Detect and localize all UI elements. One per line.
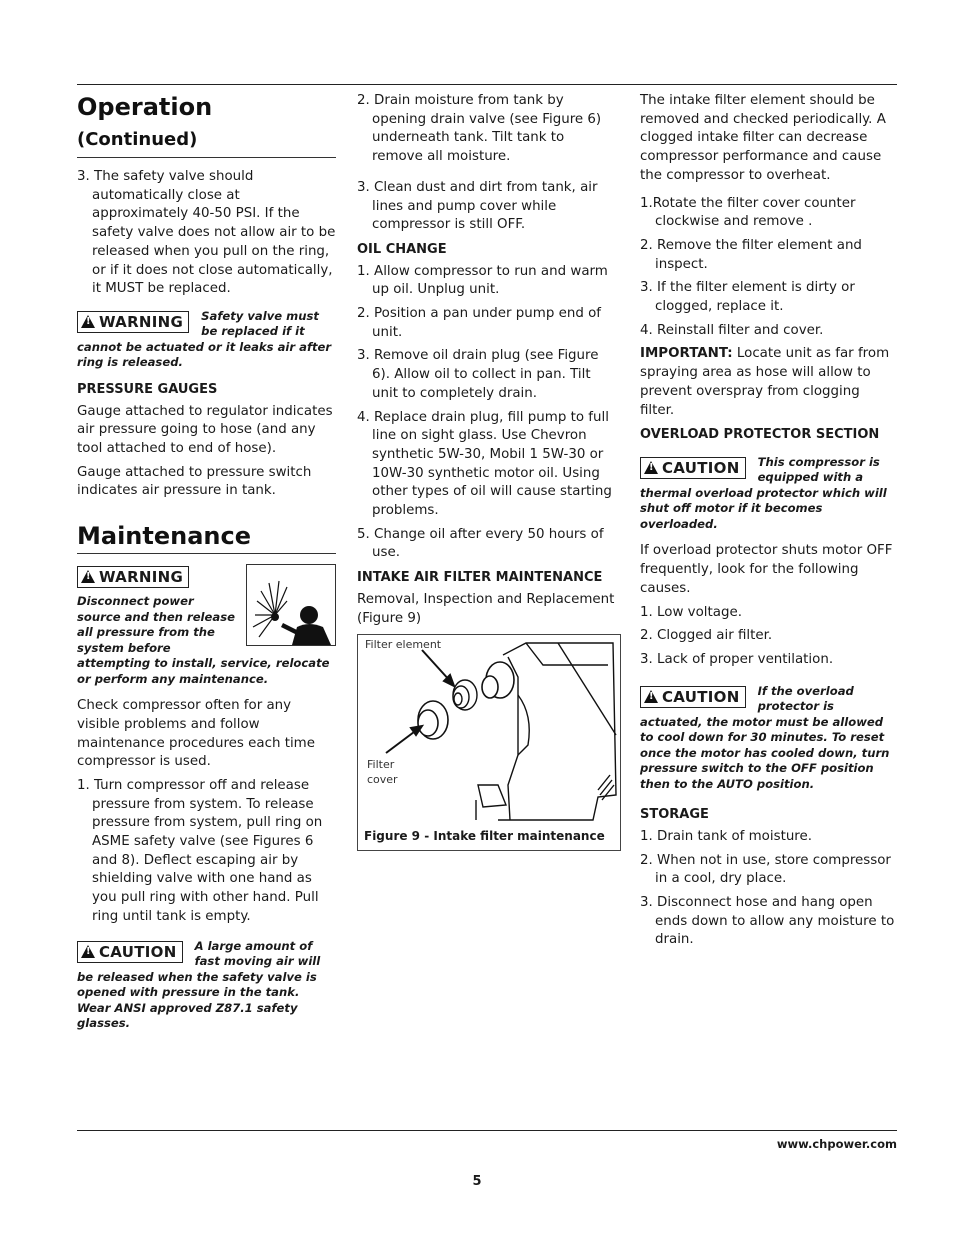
oil-item-4: 4. Replace drain plug, fill pump to full line on sight glass. Use Chevron synthetic 5W-30, Mobil 1 5W-30 or 10W-30 synthetic motor oil. Using other types of oil will cause starting problems. xyxy=(357,409,612,519)
caution-label: CAUTION xyxy=(99,942,177,961)
oil-change-list xyxy=(357,263,619,564)
column-3 xyxy=(640,92,898,955)
intake-filter-subheading: Removal, Inspection and Replacement (Figure 9) xyxy=(357,591,615,626)
intake-filter-heading: INTAKE AIR FILTER MAINTENANCE xyxy=(357,570,603,586)
maintenance-item-1: 1. Turn compressor off and release pressure from system. To release pressure from system, pull ring on ASME safety valve (see Figures 6 and 8). Deflect escaping air by shielding valve with one hand as you pull ring with other hand. Pull ring until tank is empty. xyxy=(77,777,323,924)
caution-triangle-icon xyxy=(81,945,95,958)
operation-heading xyxy=(77,92,336,158)
operation-title-suffix: (Continued) xyxy=(77,129,198,150)
overload-heading: OVERLOAD PROTECTOR SECTION xyxy=(640,427,880,443)
oil-item-1: 1. Allow compressor to run and warm up oil. Unplug unit. xyxy=(357,263,608,298)
overload-caution xyxy=(640,455,898,533)
safety-valve-warning xyxy=(77,309,336,371)
storage-item-1: 1. Drain tank of moisture. xyxy=(640,828,813,844)
storage-list xyxy=(640,828,898,950)
cause-3: 3. Lack of proper ventilation. xyxy=(640,651,834,667)
overload-paragraph: If overload protector shuts motor OFF frequently, look for the following causes. xyxy=(640,543,893,596)
caution-badge xyxy=(640,686,746,708)
warning-triangle-icon xyxy=(81,315,95,328)
maintenance-warning xyxy=(77,564,336,687)
operation-title: Operation xyxy=(77,93,213,121)
operation-item-3: 3. The safety valve should automatically close at approximately 40-50 PSI. If the safety valve does not allow air to be released when you pull on the ring, or if it does not close automatically, it MUST be replaced. xyxy=(77,169,336,297)
oil-item-2: 2. Position a pan under pump end of unit. xyxy=(357,306,601,340)
page-number: 5 xyxy=(472,1174,482,1189)
reset-caution xyxy=(640,684,898,793)
maintenance-heading: Maintenance xyxy=(77,521,336,554)
caution-text: This compressor is equipped with a thermal overload protector which will shut off motor if it becomes overloaded. xyxy=(640,454,887,531)
caution-label: CAUTION xyxy=(662,687,740,706)
warning-triangle-icon xyxy=(81,570,95,583)
top-rule xyxy=(77,84,897,85)
pressure-hazard-icon xyxy=(246,564,336,646)
storage-heading: STORAGE xyxy=(640,807,709,823)
filter-cover-label-1: Filter xyxy=(367,758,395,772)
causes-list xyxy=(640,604,898,670)
cause-2: 2. Clogged air filter. xyxy=(640,628,773,644)
important-text: Locate unit as far from spraying area as hose will allow to prevent overspray from clogging filter. xyxy=(640,346,890,418)
filter-step-2: 2. Remove the filter element and inspect. xyxy=(640,237,862,272)
caution-text: If the overload protector is actuated, the motor must be allowed to cool down for 30 minutes. To reset once the motor has cooled down, turn pressure switch to the OFF position then to the AUTO position. xyxy=(640,683,890,791)
oil-item-5: 5. Change oil after every 50 hours of use. xyxy=(357,526,604,561)
intake-filter-illustration xyxy=(358,635,620,825)
filter-step-1: 1.Rotate the filter cover counter clockwise and remove . xyxy=(640,195,856,230)
maintenance-intro: Check compressor often for any visible problems and follow maintenance procedures each time compressor is used. xyxy=(77,698,315,770)
warning-label: WARNING xyxy=(99,568,184,587)
maintenance-item-2: 2. Drain moisture from tank by opening drain valve (see Figure 6) underneath tank. Tilt tank to remove all moisture. xyxy=(357,93,602,165)
caution-triangle-icon xyxy=(644,690,658,703)
footer-url: www.chpower.com xyxy=(776,1137,897,1151)
filter-step-4: 4. Reinstall filter and cover. xyxy=(640,322,824,338)
figure-9 xyxy=(357,634,621,851)
important-label: IMPORTANT: xyxy=(640,346,733,362)
safety-glasses-caution xyxy=(77,939,336,1032)
filter-steps-list xyxy=(640,195,898,341)
caution-badge xyxy=(77,941,183,963)
maintenance-item-3: 3. Clean dust and dirt from tank, air lines and pump cover while compressor is still OFF. xyxy=(357,179,598,233)
pressure-gauges-heading: PRESSURE GAUGES xyxy=(77,381,218,397)
warning-badge xyxy=(77,311,189,333)
warning-text: Safety valve must be replaced if it cannot be actuated or it leaks air after ring is released. xyxy=(77,308,332,370)
warning-text: Disconnect power source and then release all pressure from the system before attempting to install, service, relocate or perform any maintenance. xyxy=(77,594,330,686)
oil-item-3: 3. Remove oil drain plug (see Figure 6). Allow oil to collect in pan. Tilt unit to completely drain. xyxy=(357,348,599,401)
filter-intro: The intake filter element should be removed and checked periodically. A clogged intake filter can decrease compressor performance and cause the compressor to overheat. xyxy=(640,93,886,183)
pressure-paragraph-1: Gauge attached to regulator indicates air pressure going to hose (and any tool attached to end of hose). xyxy=(77,403,333,457)
warning-badge xyxy=(77,566,189,588)
filter-cover-label-2: cover xyxy=(367,773,398,787)
important-note xyxy=(640,345,898,420)
oil-change-heading: OIL CHANGE xyxy=(357,241,447,257)
storage-item-2: 2. When not in use, store compressor in a cool, dry place. xyxy=(640,852,891,887)
caution-label: CAUTION xyxy=(662,458,740,477)
operation-list xyxy=(77,168,336,299)
figure-caption: Figure 9 - Intake filter maintenance xyxy=(364,829,605,844)
caution-triangle-icon xyxy=(644,461,658,474)
pressure-paragraph-2: Gauge attached to pressure switch indicates air pressure in tank. xyxy=(77,464,312,499)
maintenance-list-continued xyxy=(357,92,619,235)
column-1 xyxy=(77,92,336,1042)
filter-step-3: 3. If the filter element is dirty or clogged, replace it. xyxy=(640,280,855,315)
storage-item-3: 3. Disconnect hose and hang open ends down to allow any moisture to drain. xyxy=(640,894,895,948)
bottom-rule xyxy=(77,1130,897,1131)
maintenance-list xyxy=(77,777,336,927)
filter-element-label: Filter element xyxy=(365,638,442,652)
column-2 xyxy=(357,92,619,851)
caution-text: A large amount of fast moving air will be released when the safety valve is opened with pressure in the tank. Wear ANSI approved Z87.1 safety glasses. xyxy=(77,938,321,1031)
warning-label: WARNING xyxy=(99,312,184,331)
cause-1: 1. Low voltage. xyxy=(640,604,742,620)
caution-badge xyxy=(640,457,746,479)
